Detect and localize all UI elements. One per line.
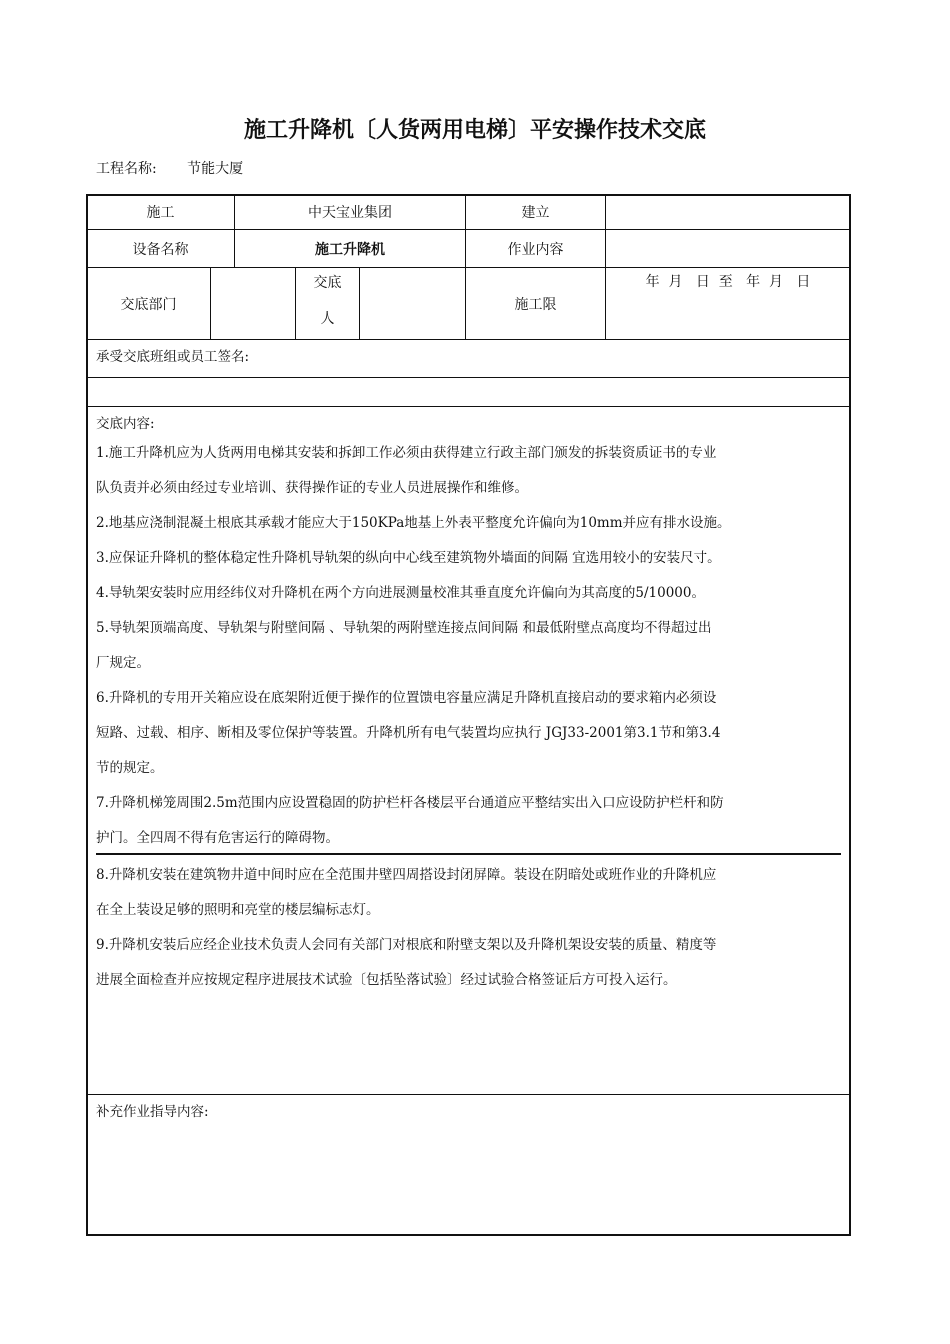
handover-content-label: 交底内容: xyxy=(96,416,155,432)
work-content-label: 作业内容 xyxy=(507,241,564,258)
equipment-value: 施工升降机 xyxy=(315,241,385,258)
row-divider xyxy=(87,377,850,378)
item-line: 2.地基应浇制混凝土根底其承载才能应大于150KPa地基上外表平整度允许偏向为10mm并应有排水设施。 xyxy=(96,515,731,531)
item-5 xyxy=(96,611,844,681)
item-line: 3.应保证升降机的整体稳定性升降机导轨架的纵向中心线至建筑物外墙面的间隔 宜选用较小的安装尺寸。 xyxy=(96,550,721,566)
handover-items-continued xyxy=(96,858,844,998)
construct-label: 施工 xyxy=(146,205,175,221)
item-line: 9.升降机安装后应经企业技术负责人会同有关部门对根底和附壁支架以及升降机架设安装的质量、精度等 xyxy=(96,937,717,953)
build-value xyxy=(606,195,850,229)
item-3 xyxy=(96,541,844,576)
item-6 xyxy=(96,681,844,786)
item-line: 短路、过载、相序、断相及零位保护等装置。升降机所有电气装置均应执行 JGJ33-2001第3.1节和第3.4 xyxy=(96,725,721,741)
handover-dept-value xyxy=(211,268,295,339)
item-4 xyxy=(96,576,844,611)
project-name-row xyxy=(96,158,243,178)
row-divider xyxy=(87,339,850,340)
item-line: 4.导轨架安装时应用经纬仪对升降机在两个方向进展测量校准其垂直度允许偏向为其高度的5/10000。 xyxy=(96,585,705,601)
construction-period-label: 施工限 xyxy=(514,296,557,313)
handover-person-value xyxy=(360,268,465,339)
item-line: 在全上装设足够的照明和亮堂的楼层编标志灯。 xyxy=(96,902,380,918)
team-signature-label: 承受交底班组或员工签名: xyxy=(96,349,250,365)
item-line: 7.升降机梯笼周围2.5m范围内应设置稳固的防护栏杆各楼层平台通道应平整结实出入口应设防护栏杆和防 xyxy=(96,795,724,811)
item-line: 队负责并必须由经过专业培训、获得操作证的专业人员进展操作和维修。 xyxy=(96,480,528,496)
build-label: 建立 xyxy=(521,205,550,221)
row-divider xyxy=(87,406,850,407)
item-line: 护门。全四周不得有危害运行的障碍物。 xyxy=(96,830,339,846)
item-line: 进展全面检查并应按规定程序进展技术试验〔包括坠落试验〕经过试验合格签证后方可投入运行。 xyxy=(96,972,677,988)
item-8 xyxy=(96,858,844,928)
item-1 xyxy=(96,436,844,506)
item-2 xyxy=(96,506,844,541)
item-7 xyxy=(96,786,844,856)
item-line: 5.导轨架顶端高度、导轨架与附壁间隔 、导轨架的两附壁连接点间间隔 和最低附壁点高度均不得超过出 xyxy=(96,620,712,636)
item-line: 6.升降机的专用开关箱应设在底架附近便于操作的位置馈电容量应满足升降机直接启动的要求箱内必须设 xyxy=(96,690,717,706)
construct-company: 中天宝业集团 xyxy=(308,205,392,221)
construction-period-value: 年 月 日 至 年 月 日 xyxy=(645,274,811,290)
handover-items xyxy=(96,436,844,856)
item-line: 8.升降机安装在建筑物井道中间时应在全范围井壁四周搭设封闭屏障。装设在阴暗处或班作业的升降机应 xyxy=(96,867,717,883)
item-line: 厂规定。 xyxy=(96,655,150,671)
supplementary-guidance-label: 补充作业指导内容: xyxy=(96,1104,209,1120)
project-name-value: 节能大厦 xyxy=(187,161,244,177)
work-content-value xyxy=(606,230,850,267)
document-title: 施工升降机〔人货两用电梯〕平安操作技术交底 xyxy=(243,118,706,143)
item-line: 1.施工升降机应为人货两用电梯其安装和拆卸工作必须由获得建立行政主部门颁发的拆装资质证书的专业 xyxy=(96,445,717,461)
item-9 xyxy=(96,928,844,998)
item-line: 节的规定。 xyxy=(96,760,164,776)
handover-dept-label: 交底部门 xyxy=(120,296,177,313)
handover-person-label-line2: 人 xyxy=(320,311,335,327)
equipment-label: 设备名称 xyxy=(132,241,189,258)
project-name-label: 工程名称: xyxy=(96,161,157,177)
handover-person-label-line1: 交底 xyxy=(313,275,342,291)
row-divider xyxy=(87,1094,850,1095)
